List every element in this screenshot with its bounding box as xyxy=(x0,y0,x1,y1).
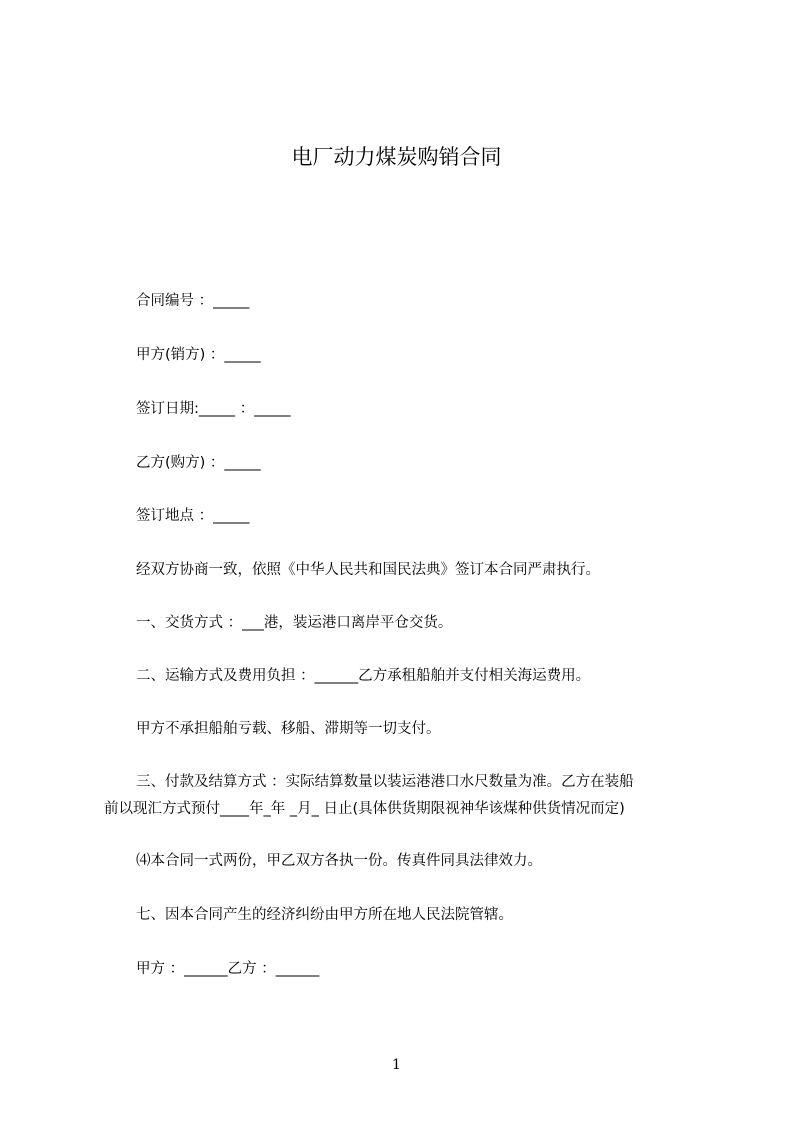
party-b-line: 乙方(购方) ：_____ xyxy=(136,455,261,471)
page-number: 1 xyxy=(392,1057,401,1073)
signing-place-line: 签订地点 ：_____ xyxy=(136,508,250,524)
signing-date-line: 签订日期:_____ ：_____ xyxy=(136,401,291,417)
clause-copies: ⑷本合同一式两份，甲乙双方各执一份。传真件同具法律效力。 xyxy=(136,853,542,869)
document-title: 电厂动力煤炭购销合同 xyxy=(291,145,502,169)
clause-jurisdiction: 七、因本合同产生的经济纠纷由甲方所在地人民法院管辖。 xyxy=(136,907,513,923)
party-a-line: 甲方(销方) ：_____ xyxy=(136,347,261,363)
contract-number-line: 合同编号 ：_____ xyxy=(136,293,250,309)
preamble-paragraph: 经双方协商一致，依照《中华人民共和国民法典》签订本合同严肃执行。 xyxy=(136,562,600,578)
clause-payment: 三、付款及结算方式 ：实际结算数量以装运港港口水尺数量为准。乙方在装船 xyxy=(136,774,634,790)
clause-transport-continued: 甲方不承担船舶亏载、移船、滞期等一切支付。 xyxy=(136,721,441,737)
signature-line: 甲方 ：______乙方 ：______ xyxy=(136,961,320,977)
clause-payment-continued: 前以现汇方式预付____年_年 _月_ 日止(具体供货期限视神华该煤种供货情况而定) xyxy=(104,801,625,817)
clause-delivery: 一、交货方式 ：___港，装运港口离岸平仓交货。 xyxy=(136,615,453,631)
clause-transport: 二、运输方式及费用负担 ：______乙方承租船舶并支付相关海运费用。 xyxy=(136,668,591,684)
